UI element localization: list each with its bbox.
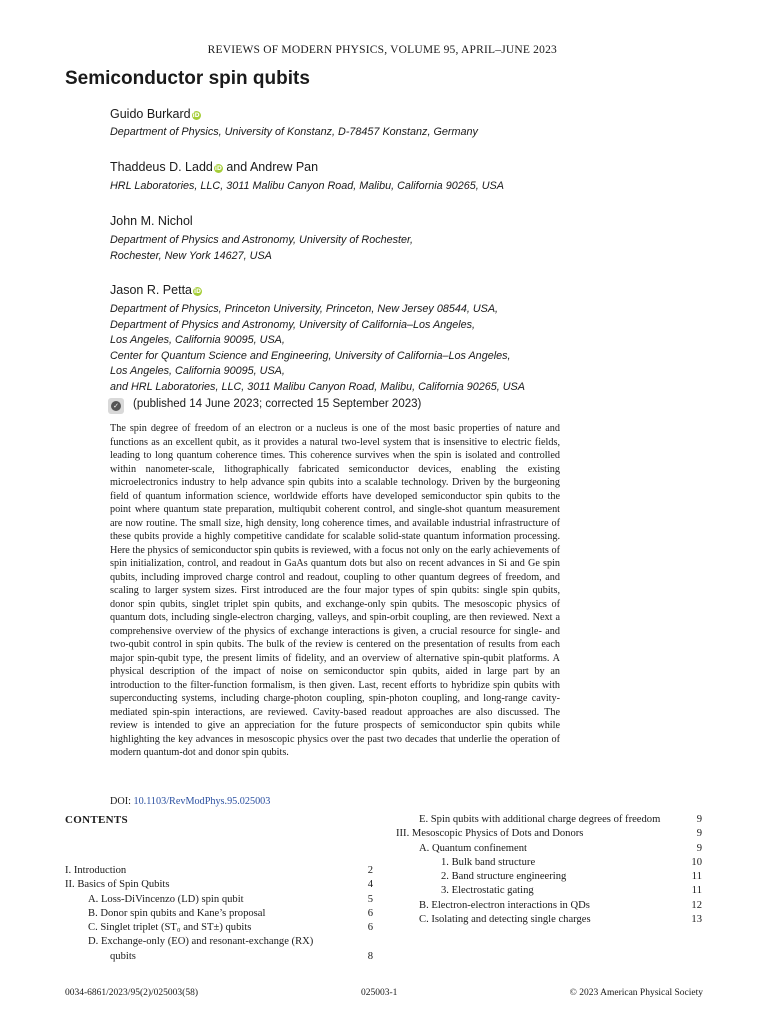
toc-entry[interactable] <box>396 856 702 870</box>
toc-entry-title: 3. Electrostatic gating <box>441 885 534 897</box>
toc-entry[interactable] <box>396 842 702 856</box>
toc-entry-page: 2 <box>367 865 373 876</box>
toc-entry-page: 12 <box>691 899 702 911</box>
toc-entry-title: 1. Bulk band structure <box>441 856 536 868</box>
toc-entry[interactable] <box>396 899 702 913</box>
author-line-3 <box>110 214 193 228</box>
author-line-1 <box>110 107 201 121</box>
toc-entry[interactable] <box>396 813 702 827</box>
toc-entry-title: 2. Band structure engineering <box>441 871 567 883</box>
toc-entry[interactable] <box>65 878 373 892</box>
affiliation-line: Department of Physics, Princeton University, Princeton, New Jersey 08544, USA, <box>110 303 499 315</box>
affiliation-line: Department of Physics and Astronomy, University of Rochester, <box>110 234 414 246</box>
toc-entry-title: II. Basics of Spin Qubits <box>65 879 170 891</box>
toc-entry-title: B. Donor spin qubits and Kane’s proposal <box>88 907 266 919</box>
toc-entry[interactable] <box>65 935 373 949</box>
toc-entry[interactable] <box>396 827 702 841</box>
toc-entry-page <box>359 935 373 949</box>
toc-entry-title: D. Exchange-only (EO) and resonant-exchange (RX) <box>88 936 314 948</box>
affiliation-line: Department of Physics, University of Konstanz, D-78457 Konstanz, Germany <box>110 126 478 138</box>
doi-line <box>110 796 270 807</box>
toc-entry-page: 11 <box>691 871 702 883</box>
toc-entry-page: 9 <box>696 828 702 840</box>
footer-issn: 0034-6861/2023/95(2)/025003(58) <box>65 988 198 998</box>
affiliation-line: HRL Laboratories, LLC, 3011 Malibu Canyon Road, Malibu, California 90265, USA <box>110 180 504 192</box>
toc-right-column <box>396 813 702 927</box>
toc-left-column <box>65 864 373 964</box>
doi-label: DOI: <box>110 796 131 807</box>
toc-entry-title: III. Mesoscopic Physics of Dots and Donors <box>396 828 584 840</box>
toc-entry-page: 11 <box>691 885 702 897</box>
affiliation-2 <box>110 179 504 195</box>
author-names: Jason R. Petta <box>110 283 192 297</box>
toc-entry[interactable] <box>65 893 373 907</box>
toc-entry-page: 4 <box>367 879 373 891</box>
publication-date: (published 14 June 2023; corrected 15 September 2023) <box>133 398 422 410</box>
author-line-4 <box>110 283 202 297</box>
contents-heading: CONTENTS <box>65 814 128 826</box>
author-names: Guido Burkard <box>110 107 191 121</box>
toc-entry-page: 9 <box>696 814 702 825</box>
toc-entry[interactable] <box>396 913 702 927</box>
author-names: Thaddeus D. Ladd <box>110 160 213 174</box>
toc-entry[interactable] <box>65 921 373 935</box>
toc-entry[interactable] <box>65 950 373 964</box>
paper-title: Semiconductor spin qubits <box>65 68 310 89</box>
toc-entry-page: 5 <box>367 893 373 905</box>
toc-entry-page: 10 <box>691 856 702 868</box>
orcid-icon[interactable]: iD <box>192 112 200 119</box>
abstract: The spin degree of freedom of an electron or a nucleus is one of the most basic properties of nature and functions as an excellent qubit, as it provides a natural two-level system that is insensitive to electric fields, leading to long quantum coherence times. This coherence survives when the spin is isolated and controlled within nanometer-scale, lithographically fabricated semiconductor devices, enabling the existing microelectronics industry to help advance spin qubits into a scalable technology. Driven by the burgeoning field of quantum information science, worldwide efforts have developed semiconductor spin qubits to the point where quantum state preparation, multiqubit coherent control, and single-shot quantum measurement are now routine. The small size, high density, long coherence times, and available industrial infrastructure of these qubits provide a highly competitive candidate for scalable solid-state quantum information processing. Here the physics of semiconductor spin qubits is reviewed, with a focus not only on the early achievements of spin initialization, control, and readout in GaAs quantum dots but also on recent advances in Si and Ge spin qubits, including improved charge control and readout, coupling to other quantum degrees of freedom, and scaling to larger system sizes. First introduced are the four major types of spin qubits: single spin qubits, donor spin qubits, singlet triplet spin qubits, and exchange-only spin qubits. The mesoscopic physics of quantum dots, including single-electron charging, valleys, and spin-orbit coupling, are then reviewed. Next a comprehensive overview of the physics of exchange interactions is given, a crucial resource for single- and two-qubit control in spin qubits. The bulk of the review is centered on the presentation of results from each major spin-qubit type, the present limits of fidelity, and an overview of alternative spin-qubit platforms. A physical description of the impact of noise on semiconductor spin qubits, aided in large part by an introduction to the filter-function formalism, is then given. Last, recent efforts to hybridize spin qubits with superconducting systems, including charge-photon coupling, spin-photon coupling, and long-range cavity-mediated spin-spin interactions, are reviewed. Cavity-based readout approaches are also discussed. The review is intended to give an appreciation for the future prospects of semiconductor spin qubits while highlighting the key advances in mesoscopic physics over the past two decades that underlie the operation of modern quantum-dot and donor spin qubits. <box>110 423 560 758</box>
affiliation-line: Department of Physics and Astronomy, University of California–Los Angeles, <box>110 318 476 331</box>
affiliation-line: Rochester, New York 14627, USA <box>110 249 272 262</box>
author-extra: and Andrew Pan <box>222 160 319 174</box>
toc-entry[interactable] <box>396 870 702 884</box>
crossmark-icon[interactable]: ✓ <box>108 398 124 414</box>
toc-entry[interactable] <box>65 864 373 878</box>
toc-entry-title: B. Electron-electron interactions in QDs <box>419 899 590 911</box>
affiliation-line: Los Angeles, California 90095, USA, <box>110 334 285 346</box>
toc-entry-title: qubits <box>110 950 136 962</box>
toc-entry[interactable] <box>65 907 373 921</box>
toc-entry[interactable] <box>396 884 702 898</box>
toc-entry-page: 13 <box>691 914 702 926</box>
toc-entry-title: I. Introduction <box>65 865 127 876</box>
running-head: REVIEWS OF MODERN PHYSICS, VOLUME 95, APRIL–JUNE 2023 <box>207 44 557 56</box>
affiliation-line: and HRL Laboratories, LLC, 3011 Malibu Canyon Road, Malibu, California 90265, USA <box>110 380 525 393</box>
affiliation-3 <box>110 233 413 264</box>
affiliation-1 <box>110 125 478 141</box>
affiliation-line: Los Angeles, California 90095, USA, <box>110 365 285 377</box>
toc-entry-title: C. Isolating and detecting single charges <box>419 914 591 926</box>
toc-entry-page: 9 <box>696 842 702 854</box>
affiliation-line: Center for Quantum Science and Engineering, University of California–Los Angeles, <box>110 349 511 362</box>
affiliation-4 <box>110 302 525 395</box>
toc-entry-page: 6 <box>367 907 373 919</box>
toc-entry-title: A. Loss-DiVincenzo (LD) spin qubit <box>88 893 244 905</box>
author-names: John M. Nichol <box>110 214 193 228</box>
toc-entry-title: C. Singlet triplet (ST₀ and ST±) qubits <box>88 922 252 934</box>
author-line-2 <box>110 160 318 174</box>
toc-entry-title: A. Quantum confinement <box>419 842 527 854</box>
toc-entry-title: E. Spin qubits with additional charge degrees of freedom <box>419 814 661 825</box>
orcid-icon[interactable]: iD <box>214 165 222 172</box>
toc-entry-page: 6 <box>367 922 373 934</box>
footer-article-number: 025003-1 <box>361 988 398 998</box>
toc-entry-page: 8 <box>367 950 373 962</box>
orcid-icon[interactable]: iD <box>193 288 202 295</box>
footer-copyright: © 2023 American Physical Society <box>569 988 703 998</box>
doi-link[interactable]: 10.1103/RevModPhys.95.025003 <box>133 796 271 807</box>
